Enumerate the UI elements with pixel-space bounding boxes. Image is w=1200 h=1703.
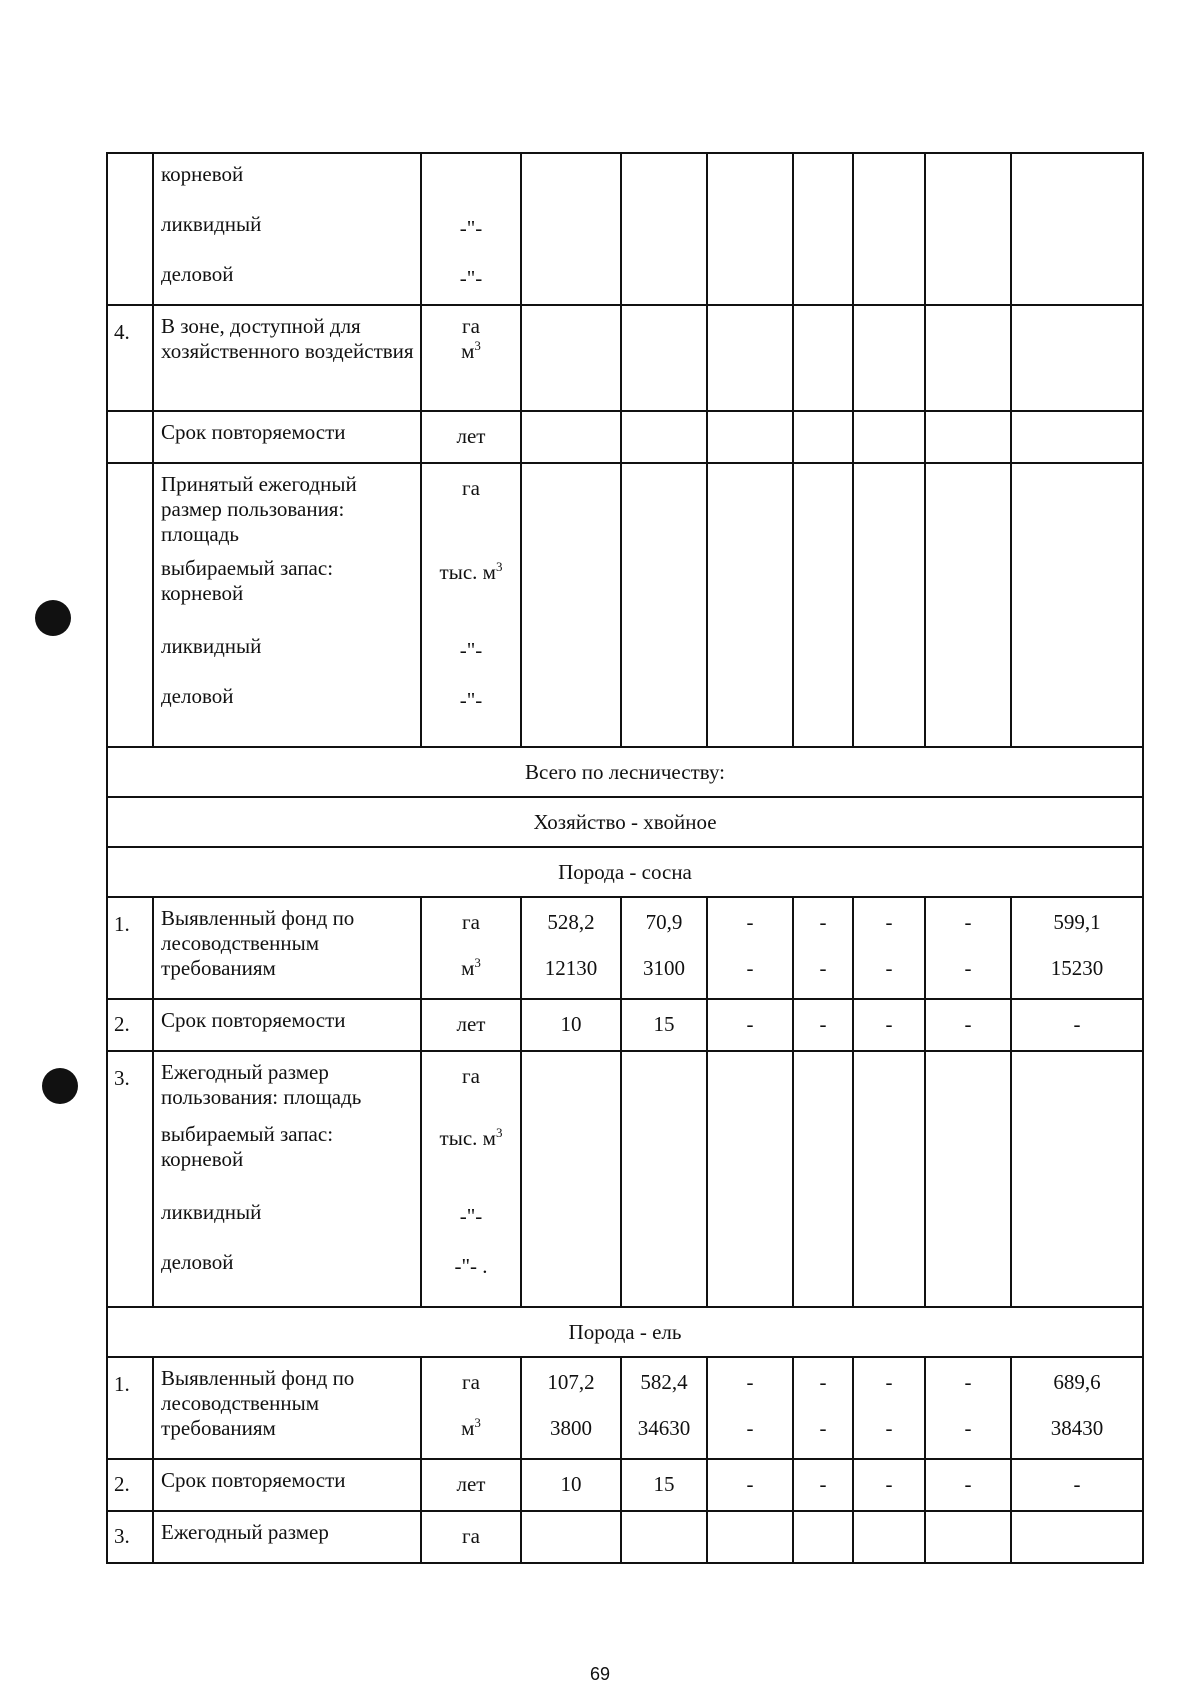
name-cell (153, 153, 421, 305)
unit-cell (421, 153, 521, 305)
value-cell: - (925, 1459, 1011, 1511)
row-number: 2. (107, 1459, 153, 1511)
unit-cell: га (421, 1511, 521, 1563)
table-row (107, 999, 1143, 1051)
value-cell: - - (853, 1357, 925, 1459)
value-cell: - (1011, 999, 1143, 1051)
value-cell: - (925, 999, 1011, 1051)
unit-cell: га $м^3$ (421, 1357, 521, 1459)
value-cell: 107,2 3800 (521, 1357, 621, 1459)
unit-cell: га тыс. $м^3$ -"- -"- (421, 463, 521, 747)
row-label: деловой (161, 1250, 234, 1274)
row-number: 3. (107, 1051, 153, 1307)
unit-label (422, 154, 520, 204)
row-label: корневой (161, 162, 244, 186)
value-cell: - - (793, 897, 853, 999)
forestry-table (106, 152, 1144, 1564)
row-label: Срок повторяемости (153, 1459, 421, 1511)
punch-hole-lower (42, 1068, 78, 1104)
table-row (107, 897, 1143, 999)
value-cell: 689,6 38430 (1011, 1357, 1143, 1459)
unit-cell: га $м^3$ (421, 897, 521, 999)
section-title: Всего по лесничеству: (107, 747, 1143, 797)
row-label: Срок повторяемости (153, 999, 421, 1051)
table-row (107, 1459, 1143, 1511)
section-row (107, 747, 1143, 797)
section-title: Порода - сосна (107, 847, 1143, 897)
row-number: 2. (107, 999, 153, 1051)
section-row (107, 847, 1143, 897)
value-cell: 10 (521, 1459, 621, 1511)
value-cell: - (1011, 1459, 1143, 1511)
value-cell: - (707, 1459, 793, 1511)
table-row (107, 305, 1143, 411)
unit-label: -"- (459, 216, 483, 240)
row-label: деловой (161, 262, 234, 286)
row-label: ликвидный (161, 1200, 262, 1224)
section-title: Порода - ель (107, 1307, 1143, 1357)
section-row (107, 797, 1143, 847)
value-cell: 15 (621, 999, 707, 1051)
row-number: 1. (107, 1357, 153, 1459)
row-label: Принятый ежегодный размер пользования: площадь (161, 472, 357, 547)
num-cell (107, 153, 153, 305)
table-row (107, 1051, 1143, 1307)
value-cell: - (793, 1459, 853, 1511)
value-cell: 15 (621, 1459, 707, 1511)
value-cell: - - (707, 1357, 793, 1459)
row-label: деловой (161, 684, 234, 708)
value-cell: 70,9 3100 (621, 897, 707, 999)
punch-hole-upper (35, 600, 71, 636)
unit-cell: лет (421, 411, 521, 463)
row-number: 3. (107, 1511, 153, 1563)
row-label-text: Срок повторяемости (161, 420, 346, 444)
row-label: ликвидный (161, 212, 262, 236)
row-label: выбираемый запас: корневой (161, 556, 334, 606)
value-cell: 10 (521, 999, 621, 1051)
value-cell: 528,2 12130 (521, 897, 621, 999)
section-row (107, 1307, 1143, 1357)
row-label: Выявленный фонд по лесоводственным требованиям (153, 1357, 421, 1459)
page-number: 69 (589, 1664, 611, 1684)
value-cell: - (707, 999, 793, 1051)
value-cell: 582,4 34630 (621, 1357, 707, 1459)
row-label: Выявленный фонд по лесоводственным требованиям (153, 897, 421, 999)
unit-label-cubic: $м^3$ (461, 338, 481, 364)
table-row (107, 411, 1143, 463)
value-cell: - (793, 999, 853, 1051)
value-cell: - - (793, 1357, 853, 1459)
value-cell: - - (707, 897, 793, 999)
value-cell: - - (925, 897, 1011, 999)
row-number: 1. (107, 897, 153, 999)
row-label: Ежегодный размер (153, 1511, 421, 1563)
unit-label: -"- (459, 266, 483, 290)
unit-cell (421, 305, 521, 411)
table-row (107, 153, 1143, 305)
value-cell: 599,1 15230 (1011, 897, 1143, 999)
table-row (107, 1357, 1143, 1459)
name-cell (153, 1051, 421, 1307)
table-row (107, 1511, 1143, 1563)
value-cell: - - (853, 897, 925, 999)
unit-cell: лет (421, 1459, 521, 1511)
row-label: ликвидный (161, 634, 262, 658)
value-cell: - - (925, 1357, 1011, 1459)
table-row (107, 463, 1143, 747)
section-title: Хозяйство - хвойное (107, 797, 1143, 847)
row-number: 4. (107, 305, 153, 411)
row-label-text: В зоне, доступной для хозяйственного воздействия (161, 314, 414, 364)
unit-cell: лет (421, 999, 521, 1051)
row-label (153, 411, 421, 463)
value-cell: - (853, 1459, 925, 1511)
row-label: выбираемый запас: корневой (161, 1122, 334, 1172)
row-label: Ежегодный размер пользования: площадь (161, 1060, 362, 1110)
unit-cell: га тыс. $м^3$ -"- -"- . (421, 1051, 521, 1307)
name-cell (153, 463, 421, 747)
unit-label: га (462, 314, 480, 338)
value-cell: - (853, 999, 925, 1051)
row-label (153, 305, 421, 411)
